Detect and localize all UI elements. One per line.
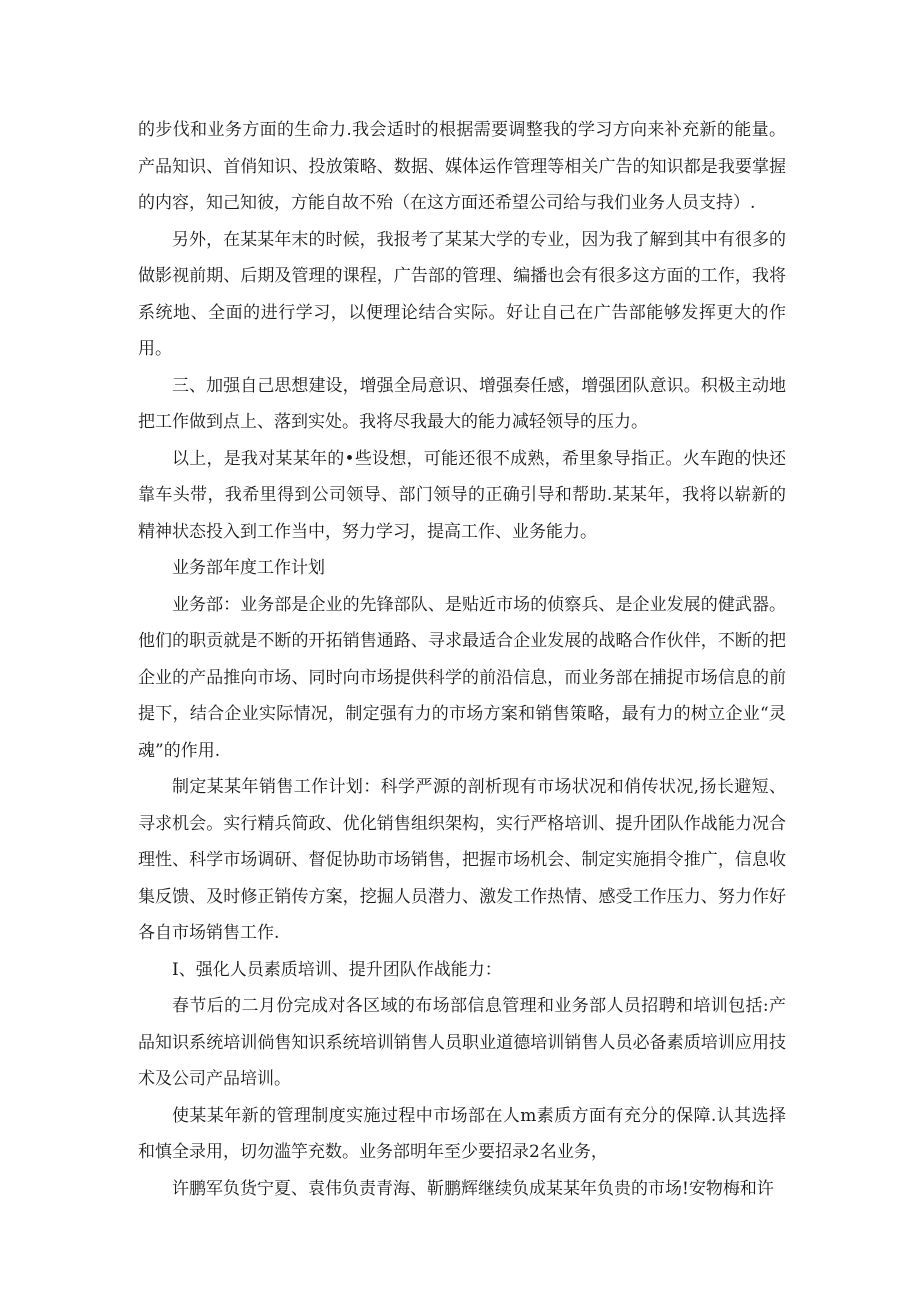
document-body bbox=[138, 112, 786, 1207]
paragraph-2: 另外，在某某年末的时候，我报考了某某大学的专业，因为我了解到其中有很多的做影视前期、后期及管理的课程，广告部的管理、编播也会有很多这方面的工作，我将系统地、全面的进行学习，以便理论结合实际。好让自己在广告部能够发挥更大的作用。 bbox=[138, 229, 786, 359]
paragraph-5: 业务部：业务部是企业的先锋部队、是贴近市场的侦察兵、是企业发展的健武器。他们的职贡就是不断的开拓销售通路、寻求最适合企业发展的战略合作伙伴，不断的把企业的产品推向市场、同时向市场提供科学的前沿信息，而业务部在捕捉市场信息的前提下，结合企业实际情况，制定强有力的市场方案和销售策略，最有力的树立企业“灵魂”的作用. bbox=[138, 594, 786, 761]
paragraph-10: 许鹏军负货宁夏、袁伟负责青海、靳鹏辉继续负成某某年负贵的市场!安物梅和许 bbox=[172, 1178, 774, 1199]
paragraph-6: 制定某某年销售工作计划：科学严源的剖析现有市场状况和俏传状况,扬长避短、寻求机会。实行精兵简政、优化销售组织架构，实行严格培训、提升团队作战能力况合理性、科学市场调研、督促协助市场销售，把握市场机会、制定实施捐令推广，信息收集反馈、及时修正销传方案，挖掘人员潜力、激发工作热情、感受工作压力、努力作好各自市场销售工作. bbox=[138, 777, 786, 943]
section-title: 业务部年度工作计划 bbox=[172, 558, 325, 578]
paragraph-1: 的步伐和业务方面的生命力.我会适时的根据需要调整我的学习方向来补充新的能量。产品知识、首俏知识、投放策略、数据、媒体运作管理等相关广告的知识都是我要掌握的内容，知己知彼，方能自故不殆（在这方面还希望公司给与我们业务人员支持）. bbox=[138, 120, 786, 213]
paragraph-4: 以上，是我对某某年的•些设想，可能还很不成熟，希里象导指正。火车跑的快还靠车头带，我希里得到公司领导、部门领导的正确引导和帮助.某某年，我将以崭新的精神状态投入到工作当中，努力学习，提高工作、业务能力。 bbox=[138, 448, 786, 542]
paragraph-9: 使某某年新的管理制度实施过程中市场部在人m素质方面有充分的保障.认其选择和慎全录用，切勿滥竽充数。业务部明年至少要招录2名业务， bbox=[138, 1105, 786, 1162]
paragraph-7: I、强化人员素质培训、提升团队作战能力： bbox=[172, 959, 502, 980]
paragraph-8: 春节后的二月份完成对各区域的布场部信息管理和业务部人员招聘和培训包括:产品知识系统培训倘售知识系统培训销售人员职业道德培训销售人员必备素质培训应用技术及公司产品培训。 bbox=[138, 996, 786, 1089]
paragraph-3: 三、加强自己思想建设，增强全局意识、增强奏任感，增强团队意识。积极主动地把工作做到点上、落到实处。我将尽我最大的能力减轻领导的压力。 bbox=[138, 375, 786, 432]
